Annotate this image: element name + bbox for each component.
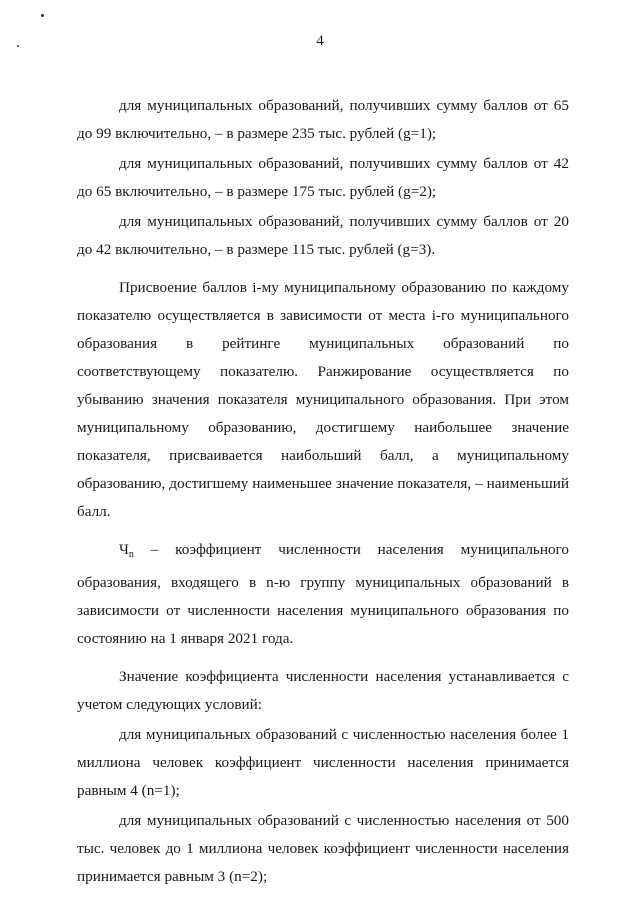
paragraph-coefficient-conditions: Значение коэффициента численности населения устанавливается с учетом следующих условий: [77, 668, 569, 713]
paragraph-500k-to-1-million: для муниципальных образований с численностью населения от 500 тыс. человек до 1 миллиона человек коэффициент численности населения принимается равным 3 (n=2); [77, 812, 569, 885]
coefficient-definition: – коэффициент численности населения муниципального образования, входящего в n-ю группу муниципальных образований в зависимости от численности населения муниципального образования по состоянию на 1 января 2021 года. [77, 541, 569, 647]
paragraph-score-20-42: для муниципальных образований, получивших сумму баллов от 20 до 42 включительно, – в размере 115 тыс. рублей (g=3). [77, 213, 569, 258]
page-number: 4 [316, 33, 324, 49]
paragraph-score-65-99: для муниципальных образований, получивших сумму баллов от 65 до 99 включительно, – в размере 235 тыс. рублей (g=1); [77, 97, 569, 142]
paragraph-score-42-65: для муниципальных образований, получивших сумму баллов от 42 до 65 включительно, – в размере 175 тыс. рублей (g=2); [77, 155, 569, 200]
scan-speck [41, 14, 44, 17]
coefficient-symbol: $Ч_n$ [119, 541, 134, 560]
document-body [77, 92, 569, 891]
paragraph-population-coefficient [77, 536, 569, 653]
paragraph-over-1-million: для муниципальных образований с численностью населения более 1 миллиона человек коэффициент численности населения принимается равным 4 (n=1); [77, 726, 569, 799]
paragraph-score-assignment: Присвоение баллов i-му муниципальному образованию по каждому показателю осуществляется в зависимости от места i-го муниципального образования в рейтинге муниципальных образований по соответствующему показателю. Ранжирование осуществляется по убыванию значения показателя муниципального образования. При этом муниципальному образованию, достигшему наибольшее значение показателя, присваивается наибольший балл, а муниципальному образованию, достигшему наименьшее значение показателя, – наименьший балл. [77, 279, 569, 520]
